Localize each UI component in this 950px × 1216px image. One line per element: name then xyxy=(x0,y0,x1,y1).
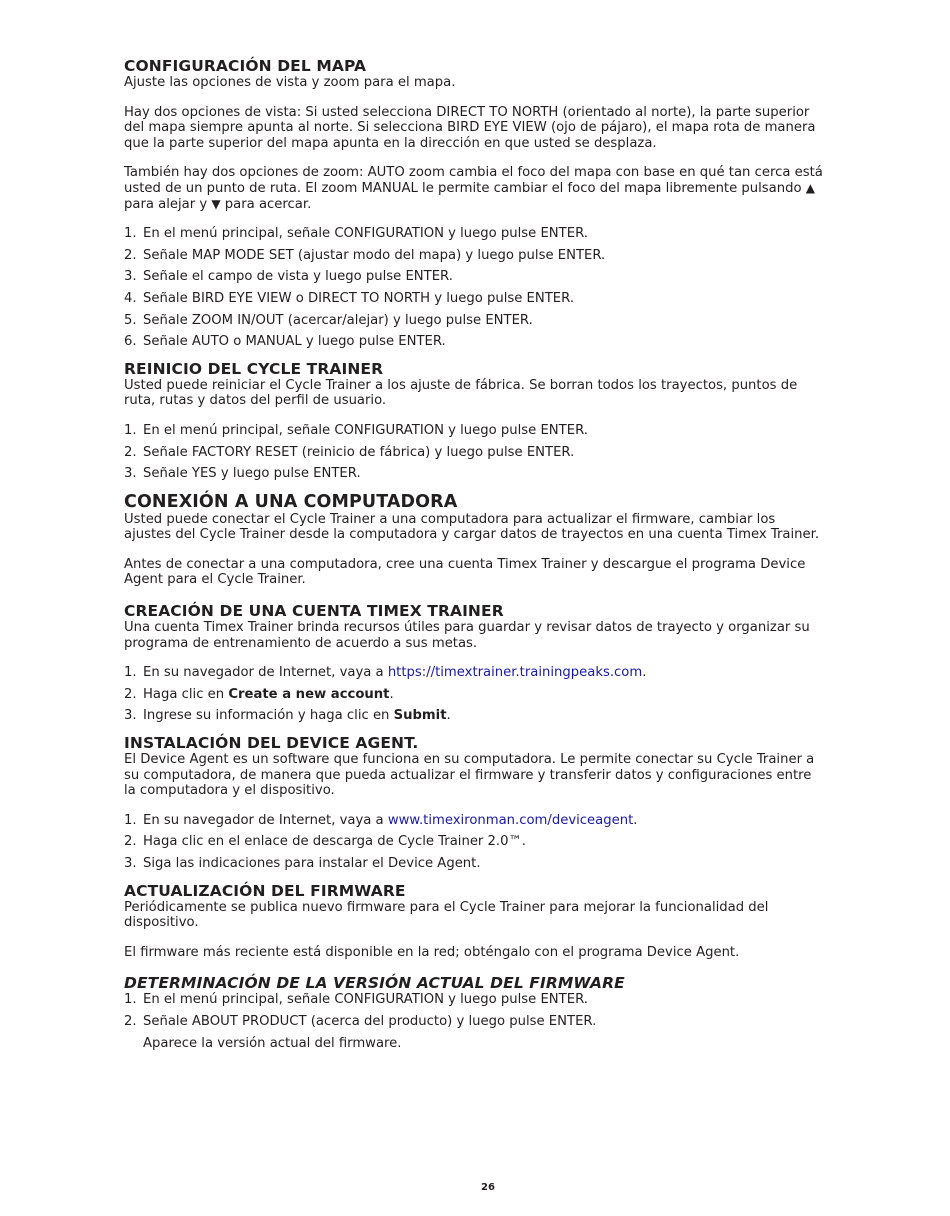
step-text: En el menú principal, señale CONFIGURATION y luego pulse ENTER. xyxy=(143,422,588,438)
step-list xyxy=(124,992,824,1029)
down-arrow-icon: ▼ xyxy=(211,196,221,211)
section-firmware xyxy=(124,882,824,961)
step-text: Señale el campo de vista y luego pulse ENTER. xyxy=(143,269,453,285)
text: También hay dos opciones de zoom: AUTO zoom cambia el foco del mapa con base en qué tan cerca está usted de un punto de ruta. El zoom MANUAL le permite cambiar el foco del mapa libremente pulsando xyxy=(124,165,823,196)
step-number: 2. xyxy=(124,247,137,263)
up-arrow-icon: ▲ xyxy=(805,180,815,195)
paragraph: Antes de conectar a una computadora, cree una cuenta Timex Trainer y descargue el programa Device Agent para el Cycle Trainer. xyxy=(124,556,806,588)
section-account xyxy=(124,602,824,724)
step-list xyxy=(124,423,824,482)
step-number: 2. xyxy=(124,444,137,460)
list-item xyxy=(124,992,824,1008)
list-item xyxy=(124,291,824,307)
section-firmware-version xyxy=(124,974,824,1051)
list-item xyxy=(124,423,824,439)
step-text: Señale YES y luego pulse ENTER. xyxy=(143,466,361,482)
step-number: 2. xyxy=(124,834,137,850)
step-number: 1. xyxy=(124,665,137,681)
step-list xyxy=(124,226,824,350)
step-number: 3. xyxy=(124,708,137,724)
step-number: 1. xyxy=(124,226,137,242)
list-item xyxy=(124,226,824,242)
section-reset xyxy=(124,360,824,482)
step-number: 6. xyxy=(124,334,137,350)
paragraph xyxy=(124,165,824,212)
text: En su navegador de Internet, vaya a xyxy=(143,812,388,828)
list-item xyxy=(124,334,824,350)
text: . xyxy=(642,665,647,681)
text: . xyxy=(633,812,638,828)
list-item xyxy=(124,269,824,285)
step-number: 2. xyxy=(124,686,137,702)
step-number: 1. xyxy=(124,812,137,828)
step-number: 4. xyxy=(124,290,137,306)
step-number: 5. xyxy=(124,312,137,328)
text: . xyxy=(446,708,451,724)
paragraph: Usted puede conectar el Cycle Trainer a una computadora para actualizar el firmware, cambiar los ajustes del Cycle Trainer desde la computadora y cargar datos de trayectos en una cuenta Timex Trainer. xyxy=(124,511,820,543)
step-list xyxy=(124,813,824,872)
list-item xyxy=(124,708,824,724)
page-content xyxy=(124,57,824,1051)
text: para acercar. xyxy=(220,196,312,212)
section-title: CONEXIÓN A UNA COMPUTADORA xyxy=(124,491,458,512)
text: para alejar y xyxy=(124,196,212,212)
list-item xyxy=(124,466,824,482)
paragraph: Usted puede reiniciar el Cycle Trainer a los ajuste de fábrica. Se borran todos los trayectos, puntos de ruta, rutas y datos del perfil de usuario. xyxy=(124,377,798,409)
step-number: 1. xyxy=(124,422,137,438)
text: En su navegador de Internet, vaya a xyxy=(143,665,388,681)
step-number: 1. xyxy=(124,992,137,1008)
step-text: Señale AUTO o MANUAL y luego pulse ENTER. xyxy=(143,334,446,350)
section-title: CONFIGURACIÓN DEL MAPA xyxy=(124,57,367,75)
section-title: ACTUALIZACIÓN DEL FIRMWARE xyxy=(124,881,406,900)
list-item xyxy=(124,687,824,703)
section-title: REINICIO DEL CYCLE TRAINER xyxy=(124,359,384,378)
section-title: INSTALACIÓN DEL DEVICE AGENT. xyxy=(124,734,419,753)
section-title: DETERMINACIÓN DE LA VERSIÓN ACTUAL DEL FIRMWARE xyxy=(124,974,625,993)
list-item xyxy=(124,1014,824,1030)
step-text: Siga las indicaciones para instalar el Device Agent. xyxy=(143,856,481,871)
step-text: Señale MAP MODE SET (ajustar modo del mapa) y luego pulse ENTER. xyxy=(143,247,606,263)
text: Haga clic en xyxy=(143,686,229,702)
section-map-config xyxy=(124,57,824,350)
paragraph: El firmware más reciente está disponible en la red; obténgalo con el programa Device Agent. xyxy=(124,944,740,960)
text: Ingrese su información y haga clic en xyxy=(143,708,394,724)
step-text xyxy=(143,708,451,724)
bold-term: Submit xyxy=(393,708,447,724)
paragraph: Ajuste las opciones de vista y zoom para el mapa. xyxy=(124,75,456,90)
list-item xyxy=(124,313,824,329)
section-title: CREACIÓN DE UNA CUENTA TIMEX TRAINER xyxy=(124,602,504,621)
list-item xyxy=(124,445,824,461)
bold-term: Create a new account xyxy=(228,686,390,702)
step-text: Señale BIRD EYE VIEW o DIRECT TO NORTH y luego pulse ENTER. xyxy=(143,290,575,306)
paragraph: El Device Agent es un software que funciona en su computadora. Le permite conectar su Cycle Trainer a su computadora, de manera que pueda actualizar el firmware y transferir datos y configuraciones entre la computadora y el dispositivo. xyxy=(124,752,815,799)
step-number: 2. xyxy=(124,1013,137,1029)
step-number: 3. xyxy=(124,269,137,285)
step-text: Señale ZOOM IN/OUT (acercar/alejar) y luego pulse ENTER. xyxy=(143,312,533,328)
step-text xyxy=(143,687,394,703)
step-text xyxy=(143,665,646,681)
paragraph: Periódicamente se publica nuevo firmware para el Cycle Trainer para mejorar la funcionalidad del dispositivo. xyxy=(124,899,769,931)
list-item xyxy=(124,856,824,872)
step-text: Señale ABOUT PRODUCT (acerca del producto) y luego pulse ENTER. xyxy=(143,1013,597,1029)
list-item xyxy=(124,248,824,264)
step-number: 3. xyxy=(124,856,137,871)
list-item xyxy=(124,834,824,850)
step-text: En el menú principal, señale CONFIGURATION y luego pulse ENTER. xyxy=(143,992,588,1008)
section-connect xyxy=(124,492,824,588)
step-result: Aparece la versión actual del firmware. xyxy=(143,1035,402,1051)
step-text: En el menú principal, señale CONFIGURATION y luego pulse ENTER. xyxy=(143,226,588,242)
section-device-agent xyxy=(124,734,824,872)
page-number: 26 xyxy=(481,1182,495,1193)
paragraph: Una cuenta Timex Trainer brinda recursos útiles para guardar y revisar datos de trayecto y organizar su programa de entrenamiento de acuerdo a sus metas. xyxy=(124,620,810,651)
paragraph: Hay dos opciones de vista: Si usted selecciona DIRECT TO NORTH (orientado al norte), la parte superior del mapa siempre apunta al norte. Si selecciona BIRD EYE VIEW (ojo de pájaro), el mapa rota de manera que la parte superior del mapa apunta en la dirección en que usted se desplaza. xyxy=(124,104,816,151)
step-text xyxy=(143,813,637,829)
list-item xyxy=(124,665,824,681)
list-item xyxy=(124,813,824,829)
device-agent-link[interactable]: www.timexironman.com/deviceagent xyxy=(387,812,634,828)
step-list xyxy=(124,665,824,724)
trainingpeaks-link[interactable]: https://timextrainer.trainingpeaks.com xyxy=(387,665,643,681)
step-text: Señale FACTORY RESET (reinicio de fábrica) y luego pulse ENTER. xyxy=(143,444,575,460)
text: . xyxy=(389,686,394,702)
step-number: 3. xyxy=(124,466,137,482)
step-text: Haga clic en el enlace de descarga de Cycle Trainer 2.0™. xyxy=(143,834,526,850)
